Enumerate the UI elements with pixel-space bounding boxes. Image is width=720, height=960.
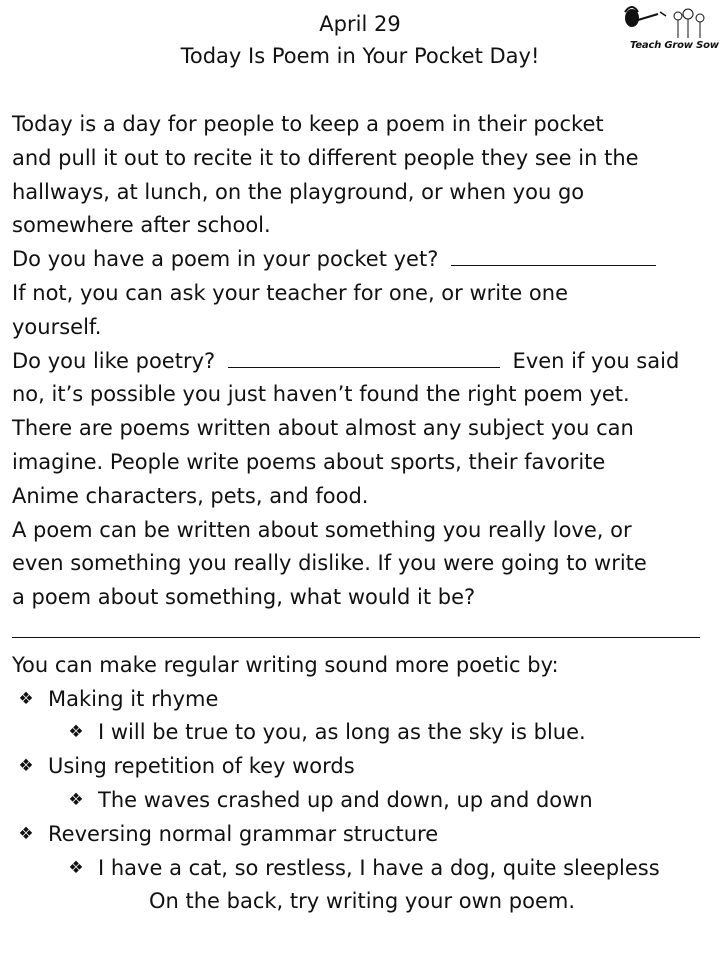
technique-item — [12, 683, 712, 717]
answer-blank[interactable] — [12, 615, 700, 638]
diamond-bullet-icon: ❖ — [18, 688, 34, 709]
example-text: I have a cat, so restless, I have a dog, quite sleepless — [98, 855, 660, 880]
diamond-bullet-icon: ❖ — [68, 857, 84, 878]
worksheet-body — [12, 108, 712, 919]
body-line: no, it’s possible you just haven’t found the right poem yet. — [12, 382, 630, 407]
body-line: If not, you can ask your teacher for one, or write one — [12, 280, 568, 305]
question-text: Do you have a poem in your pocket yet? — [12, 247, 439, 272]
technique-example — [12, 852, 712, 886]
question-text: Do you like poetry? — [12, 348, 216, 373]
page-title: Today Is Poem in Your Pocket Day! — [180, 44, 540, 68]
intro-line: Today is a day for people to keep a poem in their pocket — [12, 112, 604, 136]
question-after-text: Even if you said — [512, 348, 680, 373]
diamond-bullet-icon: ❖ — [18, 823, 34, 844]
body-line: even something you really dislike. If you were going to write — [12, 551, 647, 576]
technique-label: Making it rhyme — [48, 686, 219, 711]
closing-instruction: On the back, try writing your own poem. — [148, 889, 576, 914]
technique-item — [12, 818, 712, 852]
intro-line: somewhere after school. — [12, 213, 271, 238]
answer-line — [12, 615, 712, 649]
teach-grow-sow-logo — [620, 4, 720, 56]
body-line: imagine. People write poems about sports, their favorite — [12, 449, 606, 474]
technique-example — [12, 784, 712, 818]
body-line: There are poems written about almost any subject you can — [12, 416, 634, 441]
watering-can-dandelion-icon — [620, 4, 720, 44]
diamond-bullet-icon: ❖ — [18, 756, 34, 777]
technique-label: Reversing normal grammar structure — [48, 821, 439, 846]
intro-line: and pull it out to recite it to different people they see in the — [12, 145, 639, 170]
body-line: yourself. — [12, 314, 102, 339]
intro-line: hallways, at lunch, on the playground, or when you go — [12, 179, 585, 204]
answer-blank[interactable] — [451, 243, 656, 266]
example-text: I will be true to you, as long as the sky is blue. — [98, 720, 586, 745]
diamond-bullet-icon: ❖ — [68, 789, 84, 810]
techniques-intro: You can make regular writing sound more poetic by: — [12, 652, 559, 677]
example-text: The waves crashed up and down, up and down — [98, 787, 593, 812]
technique-label: Using repetition of key words — [48, 754, 355, 779]
answer-blank[interactable] — [228, 345, 500, 368]
body-line: a poem about something, what would it be? — [12, 585, 476, 610]
diamond-bullet-icon: ❖ — [68, 722, 84, 743]
worksheet-header — [0, 8, 720, 72]
technique-item — [12, 750, 712, 784]
question-poem-in-pocket — [12, 243, 712, 277]
body-line: A poem can be written about something you really love, or — [12, 517, 632, 542]
date-heading: April 29 — [319, 12, 401, 36]
question-like-poetry — [12, 345, 712, 379]
logo-text: Teach Grow Sow — [630, 40, 719, 51]
technique-example — [12, 716, 712, 750]
body-line: Anime characters, pets, and food. — [12, 483, 369, 508]
